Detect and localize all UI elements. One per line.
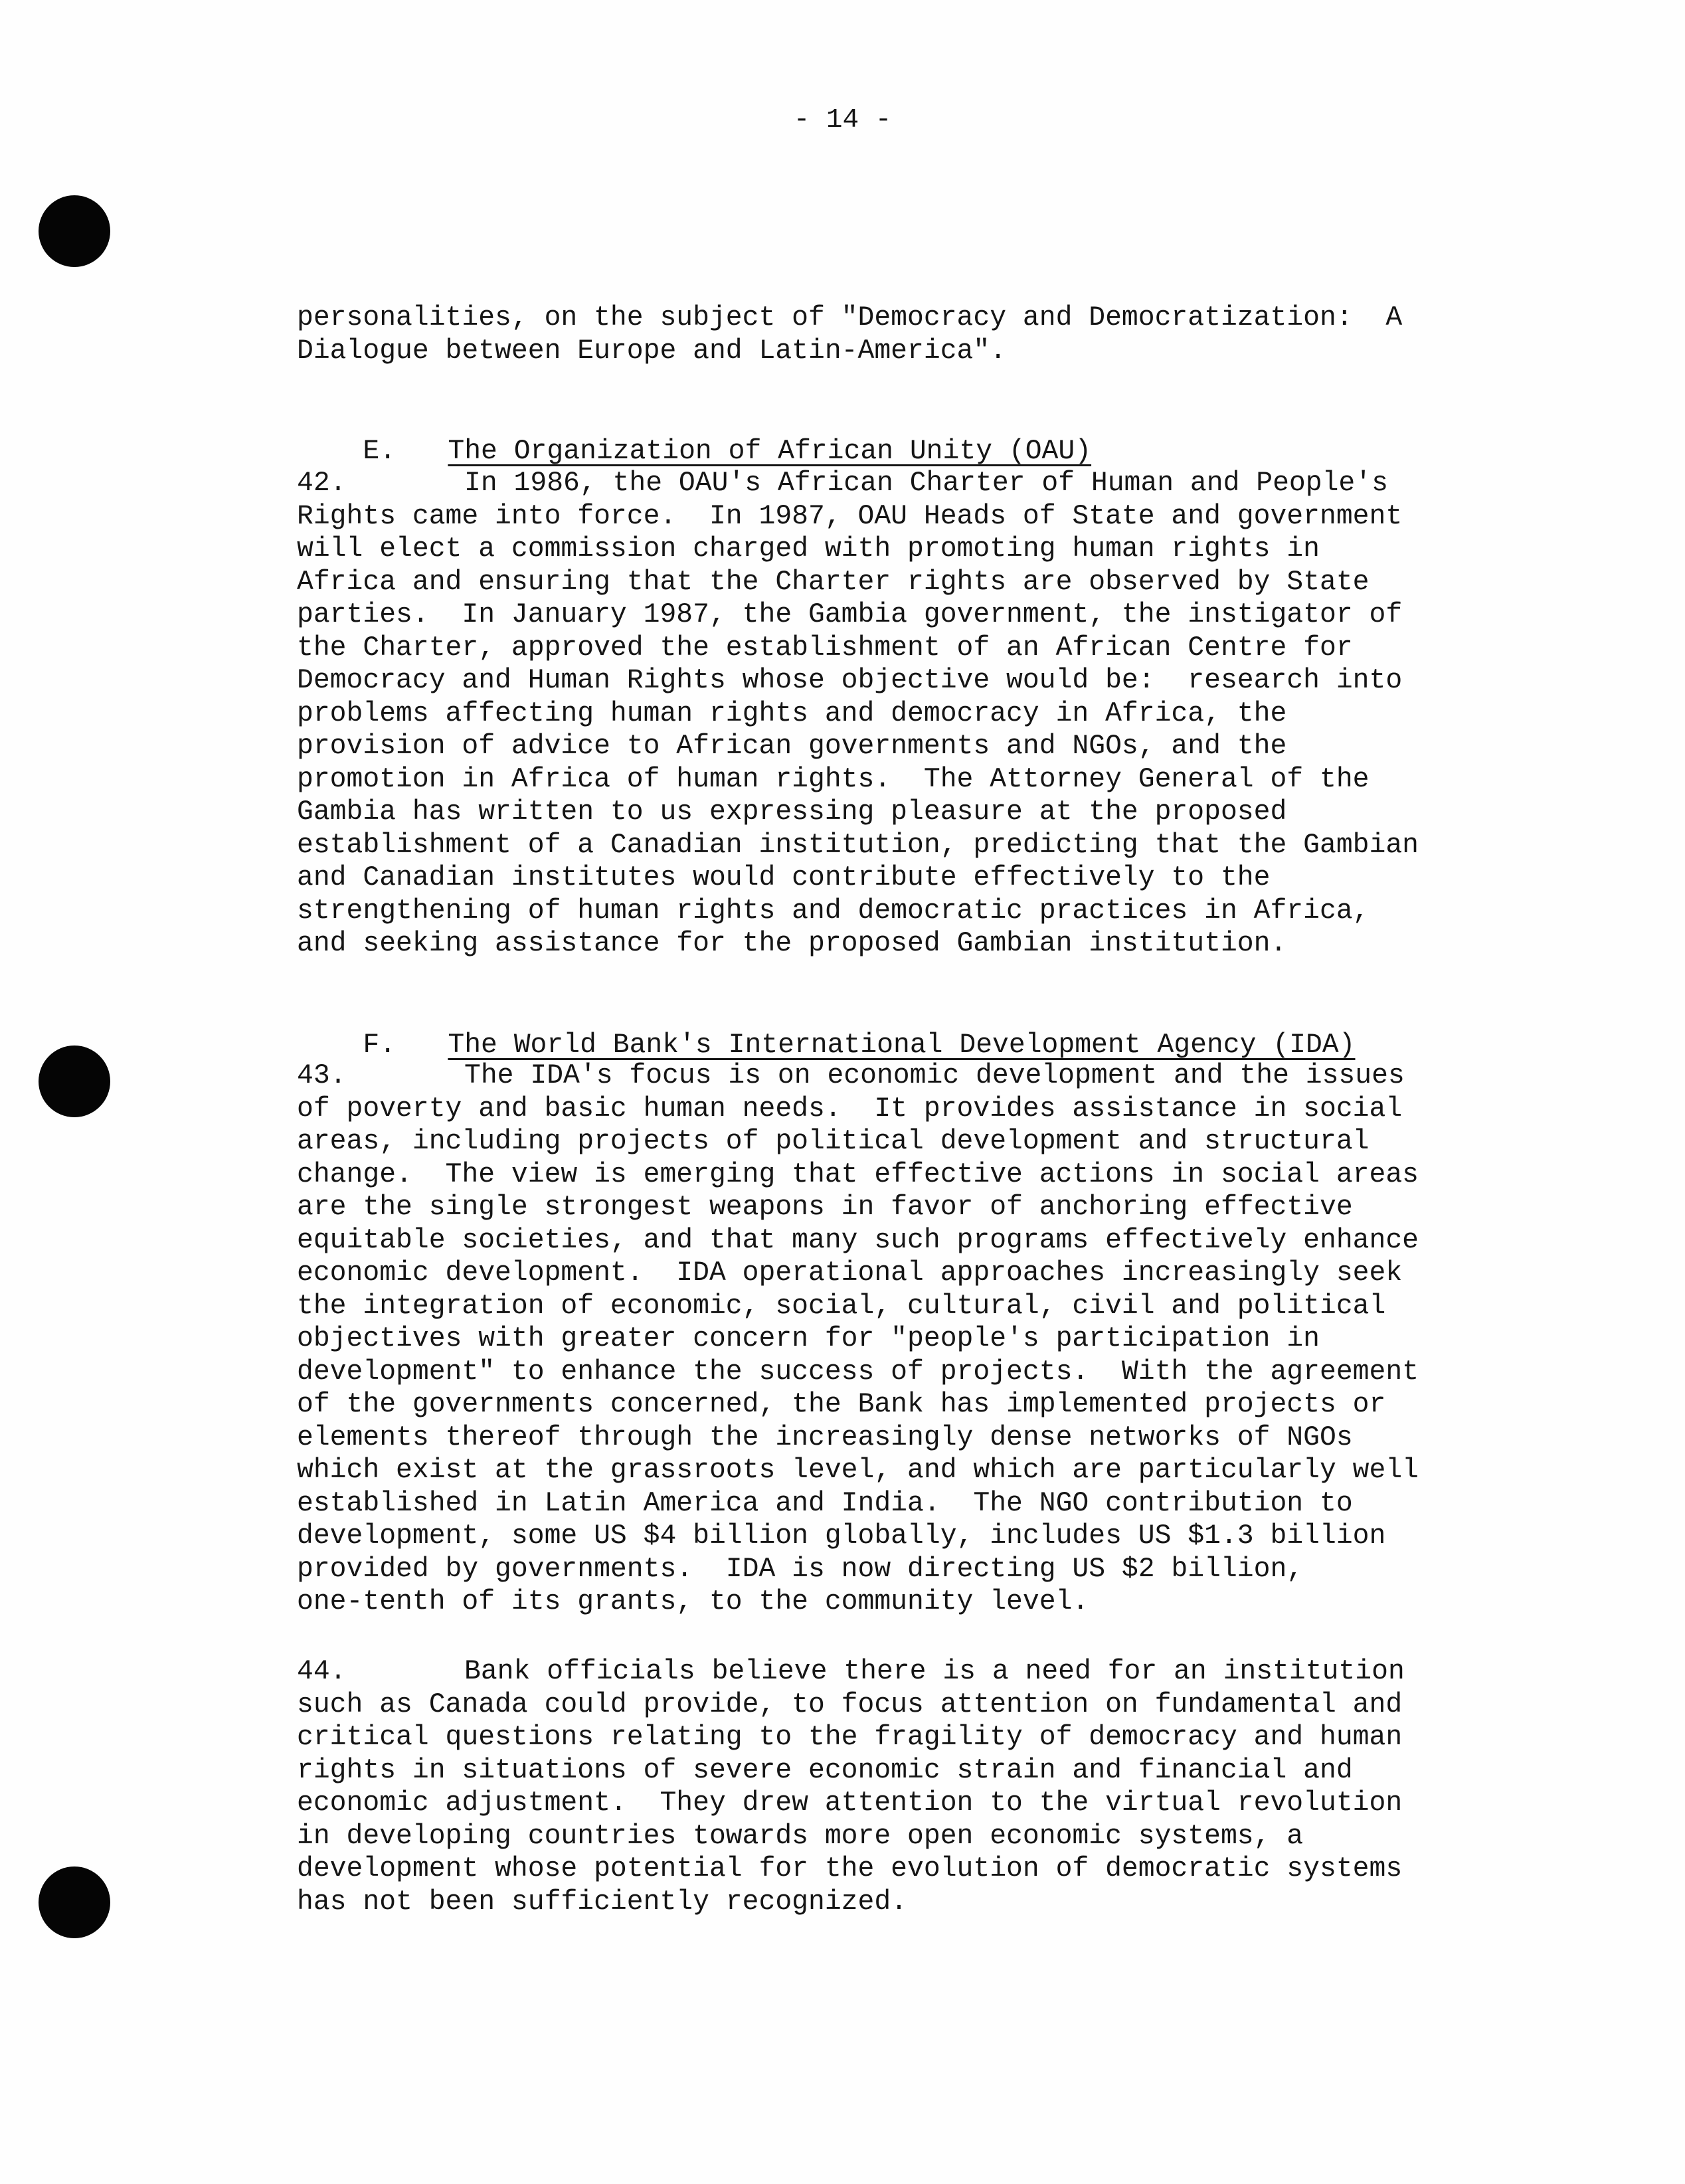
paragraph-43: [297, 1060, 1426, 1619]
text-line: and seeking assistance for the proposed Gambian institution.: [297, 929, 1287, 959]
text-line: problems affecting human rights and democracy in Africa, the: [297, 698, 1287, 729]
text-line: parties. In January 1987, the Gambia government, the instigator of: [297, 600, 1403, 630]
text-line: the Charter, approved the establishment of an African Centre for: [297, 632, 1353, 664]
text-line: equitable societies, and that many such programs effectively enhance: [297, 1225, 1419, 1256]
text-line: establishment of a Canadian institution, predicting that the Gambian: [297, 830, 1419, 861]
text-line: promotion in Africa of human rights. The Attorney General of the: [297, 764, 1370, 795]
text-line: of poverty and basic human needs. It provides assistance in social: [297, 1093, 1403, 1125]
text-line: one-tenth of its grants, to the community level.: [297, 1587, 1089, 1617]
text-line: in developing countries towards more open economic systems, a: [297, 1821, 1304, 1852]
text-line: personalities, on the subject of "Democracy and Democratization: A: [297, 303, 1403, 333]
text-line: development" to enhance the success of projects. With the agreement: [297, 1356, 1419, 1388]
text-line: and Canadian institutes would contribute effectively to the: [297, 863, 1271, 893]
text-line: development whose potential for the evolution of democratic systems: [297, 1854, 1403, 1884]
paragraph-number: 42.: [297, 468, 347, 499]
text-line: critical questions relating to the fragility of democracy and human: [297, 1722, 1403, 1753]
continuation-paragraph: [297, 302, 1426, 368]
paragraph-first-line: [297, 1060, 1426, 1093]
text-line: In 1986, the OAU's African Charter of Human and People's: [464, 468, 1388, 499]
section-title: The Organization of African Unity (OAU): [448, 436, 1092, 467]
section-letter: E.: [363, 436, 397, 467]
text-line: Gambia has written to us expressing pleasure at the proposed: [297, 797, 1287, 828]
text-line: of the governments concerned, the Bank has implemented projects or: [297, 1390, 1386, 1420]
text-line: strengthening of human rights and democratic practices in Africa,: [297, 895, 1370, 927]
text-line: will elect a commission charged with promoting human rights in: [297, 534, 1320, 565]
section-title: The World Bank's International Development Agency (IDA): [448, 1030, 1356, 1061]
text-line: change. The view is emerging that effective actions in social areas: [297, 1159, 1419, 1190]
text-line: are the single strongest weapons in favor of anchoring effective: [297, 1192, 1353, 1223]
paragraph-number: 44.: [297, 1657, 347, 1687]
section-letter: F.: [363, 1030, 397, 1061]
text-line: Dialogue between Europe and Latin-America".: [297, 335, 1007, 367]
text-line: elements thereof through the increasingly dense networks of NGOs: [297, 1422, 1353, 1453]
text-line: The IDA's focus is on economic development and the issues: [464, 1061, 1405, 1091]
text-line: economic adjustment. They drew attention to the virtual revolution: [297, 1788, 1403, 1819]
punch-hole-bottom: [39, 1866, 110, 1938]
text-line: rights in situations of severe economic strain and financial and: [297, 1755, 1353, 1786]
paragraph-42: [297, 468, 1426, 961]
punch-hole-top: [39, 195, 110, 267]
text-line: Rights came into force. In 1987, OAU Heads of State and government: [297, 501, 1403, 532]
paragraph-first-line: [297, 468, 1426, 501]
text-line: Africa and ensuring that the Charter rights are observed by State: [297, 567, 1370, 598]
page-number: - 14 -: [793, 105, 892, 136]
text-line: which exist at the grassroots level, and which are particularly well: [297, 1455, 1419, 1486]
text-line: Democracy and Human Rights whose objective would be: research into: [297, 666, 1403, 696]
text-line: areas, including projects of political development and structural: [297, 1127, 1370, 1157]
punch-hole-middle: [39, 1046, 110, 1117]
paragraph-number: 43.: [297, 1061, 347, 1091]
text-line: provided by governments. IDA is now directing US $2 billion,: [297, 1554, 1304, 1585]
text-line: has not been sufficiently recognized.: [297, 1886, 908, 1918]
text-line: the integration of economic, social, cultural, civil and political: [297, 1291, 1386, 1322]
text-line: development, some US $4 billion globally, includes US $1.3 billion: [297, 1521, 1386, 1552]
text-line: Bank officials believe there is a need for an institution: [464, 1657, 1405, 1687]
text-line: such as Canada could provide, to focus attention on fundamental and: [297, 1689, 1403, 1720]
text-line: established in Latin America and India. The NGO contribution to: [297, 1488, 1353, 1519]
paragraph-44: [297, 1656, 1426, 1919]
text-line: objectives with greater concern for "people's participation in: [297, 1324, 1320, 1354]
paragraph-first-line: [297, 1656, 1426, 1689]
text-line: provision of advice to African governments and NGOs, and the: [297, 731, 1287, 762]
text-line: economic development. IDA operational approaches increasingly seek: [297, 1258, 1403, 1289]
